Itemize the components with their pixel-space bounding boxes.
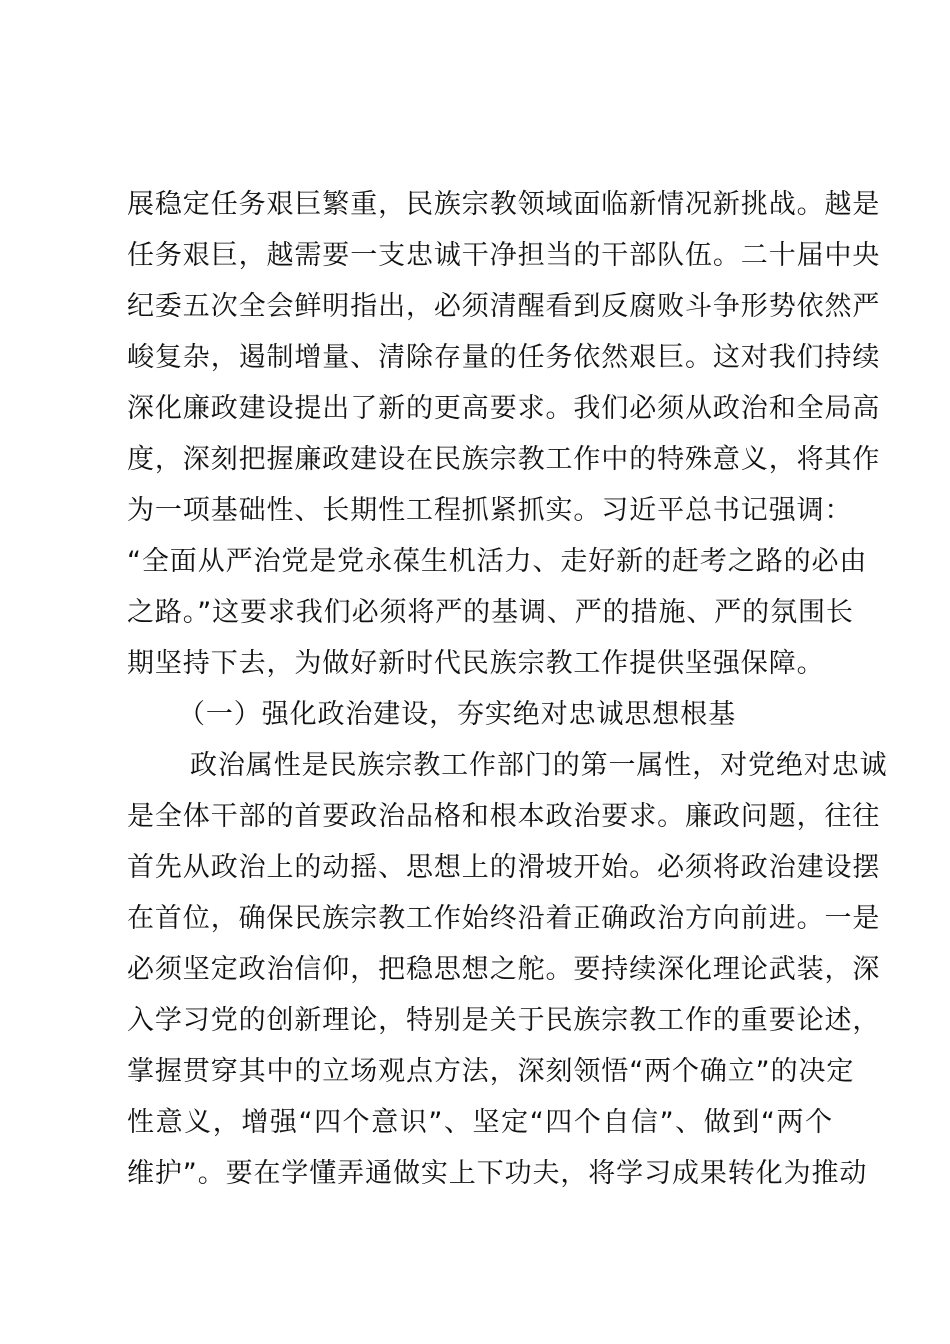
text-line: 任务艰巨，越需要一支忠诚干净担当的干部队伍。二十届中央 <box>127 240 881 271</box>
text-line: 首先从政治上的动摇、思想上的滑坡开始。必须将政治建设摆 <box>127 852 881 883</box>
section-heading: （一）强化政治建设，夯实绝对忠诚思想根基 <box>178 699 736 730</box>
text-line: 政治属性是民族宗教工作部门的第一属性，对党绝对忠诚 <box>190 750 888 781</box>
text-line: 必须坚定政治信仰，把稳思想之舵。要持续深化理论武装，深 <box>127 954 881 985</box>
text-line: “全面从严治党是党永葆生机活力、走好新的赶考之路的必由 <box>127 546 868 577</box>
text-line: 纪委五次全会鲜明指出，必须清醒看到反腐败斗争形势依然严 <box>127 291 881 322</box>
text-line: 展稳定任务艰巨繁重，民族宗教领域面临新情况新挑战。越是 <box>127 189 881 220</box>
text-line: 是全体干部的首要政治品格和根本政治要求。廉政问题，往往 <box>127 801 881 832</box>
text-line: 深化廉政建设提出了新的更高要求。我们必须从政治和全局高 <box>127 393 881 424</box>
text-line: 性意义，增强“四个意识”、坚定“四个自信”、做到“两个 <box>127 1107 833 1138</box>
text-line: 峻复杂，遏制增量、清除存量的任务依然艰巨。这对我们持续 <box>127 342 881 373</box>
text-line: 期坚持下去，为做好新时代民族宗教工作提供坚强保障。 <box>127 648 825 679</box>
text-line: 之路。”这要求我们必须将严的基调、严的措施、严的氛围长 <box>127 597 854 628</box>
text-line: 维护”。要在学懂弄通做实上下功夫，将学习成果转化为推动 <box>127 1158 868 1189</box>
text-line: 为一项基础性、长期性工程抓紧抓实。习近平总书记强调： <box>127 495 853 526</box>
text-line: 掌握贯穿其中的立场观点方法，深刻领悟“两个确立”的决定 <box>127 1056 855 1087</box>
text-line: 在首位，确保民族宗教工作始终沿着正确政治方向前进。一是 <box>127 903 881 934</box>
text-line: 入学习党的创新理论，特别是关于民族宗教工作的重要论述， <box>127 1005 881 1036</box>
text-line: 度，深刻把握廉政建设在民族宗教工作中的特殊意义，将其作 <box>127 444 881 475</box>
